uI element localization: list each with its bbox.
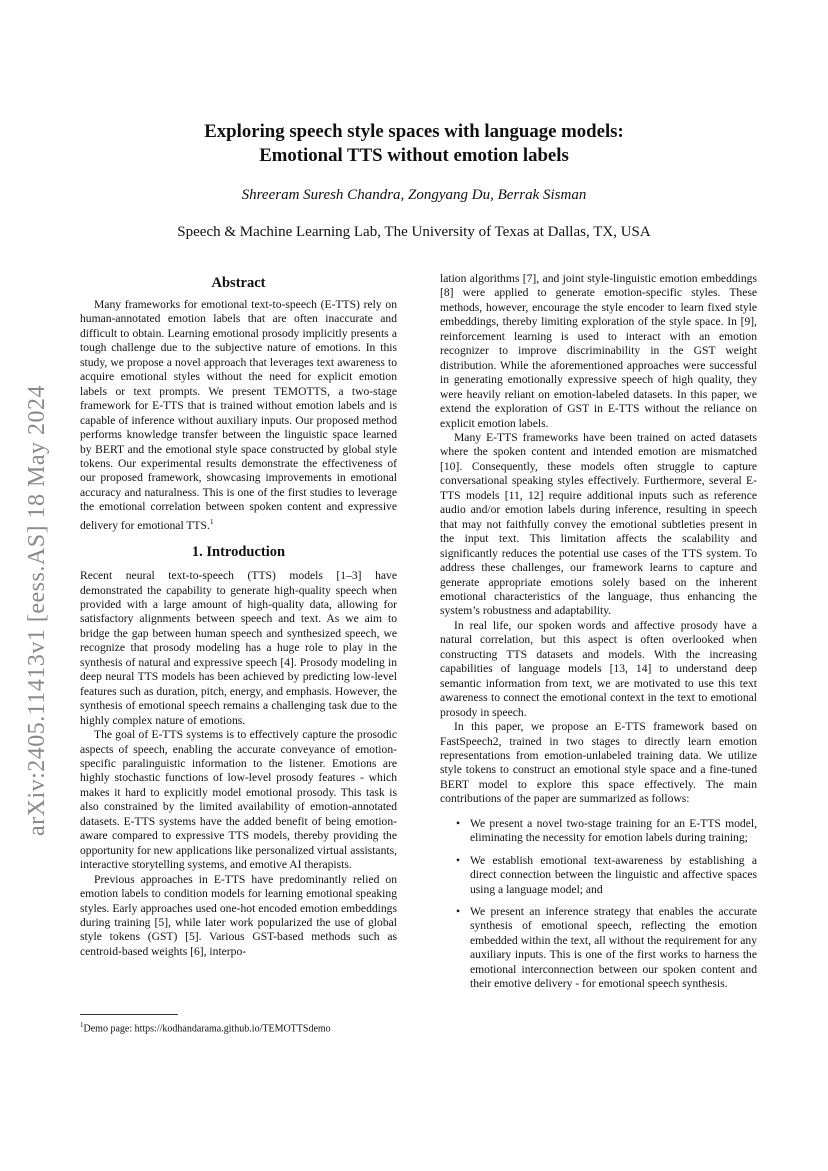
intro-paragraph-1: Recent neural text-to-speech (TTS) models [1–3] have demonstrated the capability to generate high-quality speech when provided with a large amount of high-quality data, allowing for satisfactory alignments between speech and text. As we aim to bridge the gap between human speech and synthesized speech, we recognize that prosody modeling has a huge role to play in the synthesis of natural and expressive speech [4]. Prosody modeling in deep neural TTS models has been achieved by predicting low-level features such as duration, pitch, energy, and emphasis. However, the synthesis of emotional speech remains a challenging task due to the highly complex nature of emotions.: [80, 569, 397, 727]
contribution-item: [440, 854, 757, 897]
contribution-text: We establish emotional text-awareness by establishing a direct connection between the linguistic and affective spaces using a language model; and: [470, 853, 757, 896]
author-list: Shreeram Suresh Chandra, Zongyang Du, Berrak Sisman: [241, 187, 587, 203]
footnote-rule: [80, 1014, 178, 1015]
abstract-paragraph: [80, 298, 397, 533]
intro-paragraph-4: Many E-TTS frameworks have been trained on acted datasets where the spoken content and intended emotion are mismatched [10]. Consequently, these models often struggle to capture conversational speaking styles effectively. Furthermore, several E-TTS models [11, 12] require additional inputs such as reference audio and/or emotion labels during inference, resulting in speech that may not faithfully convey the emotional subtleties present in the input text. This limitation affects the scalability and significantly reduces the potential use cases of the TTS system. To address these challenges, our framework learns to capture and generate appropriate emotions solely based on the inherent emotional characteristics of the language, thus enhancing the system’s robustness and adaptability.: [440, 430, 757, 618]
abstract-text: Many frameworks for emotional text-to-speech (E-TTS) rely on human-annotated emotion labels that are often inaccurate and difficult to obtain. Learning emotional prosody implicitly presents a tough challenge due to the subjective nature of emotions. In this study, we propose a novel approach that leverages text awareness to acquire emotional styles without the need for explicit emotion labels or text prompts. We present TEMOTTS, a two-stage framework for E-TTS that is trained without emotion labels and is capable of inference without auxiliary inputs. Our proposed method performs knowledge transfer between the linguistic space learned by BERT and the emotional style space constructed by global style tokens. Our experimental results demonstrate the effectiveness of our proposed framework, showcasing improvements in emotional accuracy and naturalness. This is one of the first studies to leverage the emotional correlation between spoken content and expressive delivery for emotional TTS.: [80, 298, 397, 532]
bullet-mark: •: [456, 853, 461, 867]
contributions-list: [440, 817, 757, 992]
arxiv-id-text: arXiv:2405.11413v1 [eess.AS] 18 May 2024: [24, 384, 51, 836]
intro-paragraph-5: In real life, our spoken words and affective prosody have a natural correlation, but this aspect is often overlooked when constructing TTS datasets and models. With the increasing capabilities of language models [13, 14] to understand deep semantic information from text, we are motivated to use this text awareness to connect the emotional context in the text to emotional prosody in speech.: [440, 618, 757, 719]
footnote-text: Demo page: https://kodhandarama.github.io/TEMOTTSdemo: [83, 1023, 331, 1035]
abstract-body: [80, 298, 397, 533]
contribution-item: [440, 817, 757, 846]
paper-title: [100, 120, 728, 168]
bullet-mark: •: [456, 905, 461, 919]
left-column: [80, 274, 397, 959]
contribution-item: [440, 905, 757, 992]
contribution-text: We present an inference strategy that enables the accurate synthesis of emotional speech, reflecting the emotion embedded within the text, all without the requirement for any auxiliary inputs. This is one of the first works to harness the emotional interconnection between our spoken content and their emotive delivery - for emotional speech synthesis.: [470, 905, 757, 991]
footnote: [80, 1019, 397, 1035]
title-line-2: Emotional TTS without emotion labels: [259, 145, 569, 166]
introduction-heading: 1. Introduction: [191, 544, 286, 561]
title-line-1: Exploring speech style spaces with language models:: [204, 121, 624, 142]
footnote-mark: 1: [209, 516, 214, 526]
arxiv-identifier-stamp: [18, 350, 58, 870]
bullet-mark: •: [456, 816, 461, 830]
intro-paragraph-3-continued: lation algorithms [7], and joint style-linguistic emotion embeddings [8] were applied to generate emotion-specific styles. These methods, however, encourage the style encoder to learn fixed style embeddings, thereby limiting exploration of the style space. In [9], reinforcement learning is used to interact with an emotion recognizer to improve discriminability in the GST weight distribution. While the aforementioned approaches were successful in generating emotionally expressive speech of high quality, they were heavily reliant on emotion-labeled datasets. In this paper, we extend the exploration of GST in E-TTS without the reliance on explicit emotion labels.: [440, 272, 757, 430]
abstract-heading: Abstract: [211, 275, 266, 291]
intro-paragraph-6: In this paper, we propose an E-TTS framework based on FastSpeech2, trained in two stages to directly learn emotion representations from emotion-unlabeled training data. We utilize style tokens to construct an emotional style space and a fine-tuned BERT model to explore this space effectively. The main contributions of the paper are summarized as follows:: [440, 720, 757, 806]
footnote-number: 1: [80, 1021, 84, 1029]
intro-paragraph-2: The goal of E-TTS systems is to effectively capture the prosodic aspects of speech, enabling the accurate conveyance of emotion-specific paralinguistic information to the listener. Emotions are highly stochastic functions of low-level prosody features - which makes it hard to explicitly model emotional prosody. This task is also constrained by the limited availability of emotion-annotated datasets. E-TTS systems have the added benefit of being emotion-aware compared to expressive TTS models, thereby providing the opportunity for new applications like personalized virtual assistants, interactive storytelling systems, and emotive AI therapists.: [80, 728, 397, 872]
intro-paragraph-3: Previous approaches in E-TTS have predominantly relied on emotion labels to condition models for learning emotional speaking styles. Early approaches used one-hot encoded emotion embeddings during training [5], while later work popularized the use of global style tokens (GST) [5]. Various GST-based methods such as centroid-based weights [6], interpo-: [80, 872, 397, 958]
right-column: [440, 272, 757, 1000]
contribution-text: We present a novel two-stage training for an E-TTS model, eliminating the necessity for emotion labels during training;: [470, 816, 757, 845]
affiliation: Speech & Machine Learning Lab, The University of Texas at Dallas, TX, USA: [177, 224, 651, 240]
